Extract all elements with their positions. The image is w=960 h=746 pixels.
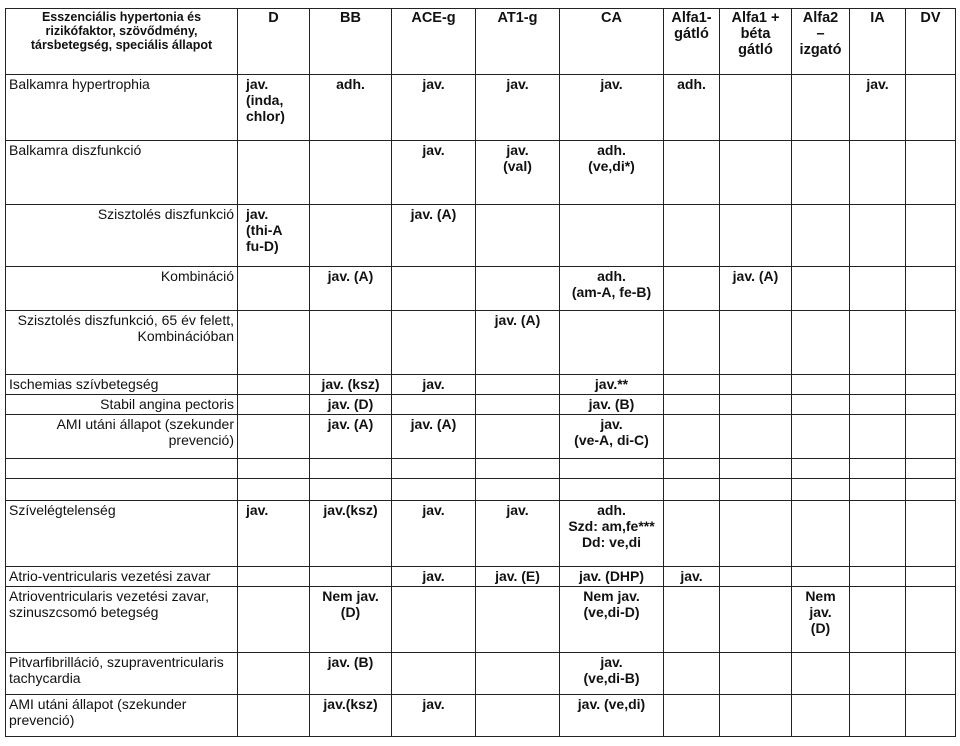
table-cell: jav. (D)	[310, 395, 392, 415]
table-cell: jav. (E)	[476, 567, 560, 587]
column-header: CA	[560, 9, 664, 75]
table-cell	[664, 415, 720, 459]
row-label: Balkamra hypertrophia	[6, 75, 238, 141]
table-cell	[664, 205, 720, 267]
table-cell	[850, 501, 906, 567]
table-cell	[792, 375, 850, 395]
table-cell	[720, 459, 792, 479]
table-cell: jav.	[392, 375, 476, 395]
table-cell	[560, 479, 664, 501]
table-cell	[238, 567, 310, 587]
table-cell: jav.	[850, 75, 906, 141]
column-header: Alfa1- gátló	[664, 9, 720, 75]
table-cell	[850, 141, 906, 205]
table-cell	[906, 375, 956, 395]
hypertension-therapy-table	[5, 8, 956, 737]
table-cell: adh. (am-A, fe-B)	[560, 267, 664, 311]
table-cell	[792, 695, 850, 737]
table-cell	[720, 653, 792, 695]
table-cell	[792, 501, 850, 567]
table-cell	[392, 479, 476, 501]
table-cell	[720, 375, 792, 395]
table-row	[6, 205, 956, 267]
table-cell: adh. (ve,di*)	[560, 141, 664, 205]
table-cell	[720, 501, 792, 567]
table-cell	[238, 695, 310, 737]
table-cell: Nem jav. (D)	[310, 587, 392, 653]
table-cell	[476, 267, 560, 311]
table-cell	[792, 75, 850, 141]
table-cell: jav.(ksz)	[310, 501, 392, 567]
table-cell	[664, 267, 720, 311]
table-cell: jav.	[238, 501, 310, 567]
table-cell: jav. (ve-A, di-C)	[560, 415, 664, 459]
column-header: Alfa1 + béta gátló	[720, 9, 792, 75]
row-label: Szívelégtelenség	[6, 501, 238, 567]
table-cell	[238, 415, 310, 459]
table-cell	[850, 375, 906, 395]
table-row	[6, 501, 956, 567]
table-cell	[238, 479, 310, 501]
row-label: Balkamra diszfunkció	[6, 141, 238, 205]
table-cell	[664, 587, 720, 653]
table-cell	[238, 375, 310, 395]
table-row	[6, 415, 956, 459]
table-row	[6, 653, 956, 695]
table-cell	[906, 459, 956, 479]
table-cell: Nem jav. (ve,di-D)	[560, 587, 664, 653]
table-cell	[720, 141, 792, 205]
table-cell	[392, 311, 476, 375]
table-cell: jav.(ksz)	[310, 695, 392, 737]
table-cell: jav. (DHP)	[560, 567, 664, 587]
table-cell: jav. (thi-A fu-D)	[238, 205, 310, 267]
table-cell	[392, 653, 476, 695]
table-cell	[560, 205, 664, 267]
table-cell	[792, 311, 850, 375]
header-row	[6, 9, 956, 75]
table-cell	[906, 567, 956, 587]
table-cell	[664, 395, 720, 415]
table-row	[6, 75, 956, 141]
table-cell: Nem jav. (D)	[792, 587, 850, 653]
table-cell	[906, 695, 956, 737]
table-row	[6, 459, 956, 479]
table-cell	[906, 587, 956, 653]
table-cell	[850, 567, 906, 587]
table-cell	[310, 479, 392, 501]
table-cell	[664, 501, 720, 567]
table-cell: jav.	[392, 75, 476, 141]
table-cell	[720, 395, 792, 415]
row-label: AMI utáni állapot (szekunder prevenció)	[6, 415, 238, 459]
table-cell: jav. (ksz)	[310, 375, 392, 395]
table-row	[6, 267, 956, 311]
table-cell	[238, 267, 310, 311]
table-cell	[720, 587, 792, 653]
table-cell	[792, 459, 850, 479]
row-label: Kombináció	[6, 267, 238, 311]
column-header: ACE-g	[392, 9, 476, 75]
table-cell	[476, 415, 560, 459]
table-cell	[792, 267, 850, 311]
table-row	[6, 695, 956, 737]
table-cell	[476, 695, 560, 737]
table-cell	[720, 695, 792, 737]
table-cell: jav. (A)	[310, 267, 392, 311]
table-cell	[850, 205, 906, 267]
table-cell: jav.	[392, 141, 476, 205]
table-cell	[720, 311, 792, 375]
table-cell	[238, 141, 310, 205]
table-cell	[664, 311, 720, 375]
table-cell	[850, 395, 906, 415]
table-cell	[850, 267, 906, 311]
table-cell: jav.**	[560, 375, 664, 395]
table-cell	[906, 75, 956, 141]
table-cell	[664, 653, 720, 695]
table-cell	[906, 395, 956, 415]
table-cell	[850, 479, 906, 501]
row-label: AMI utáni állapot (szekunder prevenció)	[6, 695, 238, 737]
table-cell	[720, 75, 792, 141]
table-cell: jav. (A)	[476, 311, 560, 375]
table-cell	[392, 459, 476, 479]
table-cell: adh.	[664, 75, 720, 141]
table-cell	[850, 695, 906, 737]
table-cell	[792, 567, 850, 587]
table-cell	[906, 501, 956, 567]
table-cell	[792, 141, 850, 205]
table-cell	[792, 395, 850, 415]
table-cell	[850, 459, 906, 479]
row-label: Atrio-ventricularis vezetési zavar	[6, 567, 238, 587]
table-cell: jav. (ve,di)	[560, 695, 664, 737]
row-label	[6, 459, 238, 479]
table-cell	[664, 459, 720, 479]
table-cell	[476, 459, 560, 479]
table-cell	[476, 479, 560, 501]
table-cell: jav. (A)	[310, 415, 392, 459]
table-cell	[906, 141, 956, 205]
column-header: IA	[850, 9, 906, 75]
column-header: Alfa2 – izgató	[792, 9, 850, 75]
table-cell	[476, 653, 560, 695]
table-cell	[720, 205, 792, 267]
table-cell	[792, 479, 850, 501]
row-header-cell: Esszenciális hypertonia és rizikófaktor, szövődmény, társbetegség, speciális állapot	[6, 9, 238, 75]
column-header: DV	[906, 9, 956, 75]
table-cell: jav. (ve,di-B)	[560, 653, 664, 695]
table-cell: jav. (B)	[560, 395, 664, 415]
table-cell: jav.	[476, 75, 560, 141]
table-cell: jav.	[476, 501, 560, 567]
table-cell	[560, 459, 664, 479]
table-cell: jav.	[664, 567, 720, 587]
table-row	[6, 567, 956, 587]
table-cell	[850, 415, 906, 459]
table-cell	[664, 141, 720, 205]
table-cell: adh. Szd: am,fe*** Dd: ve,di	[560, 501, 664, 567]
table-cell	[238, 587, 310, 653]
table-cell	[392, 267, 476, 311]
row-label	[6, 479, 238, 501]
table-cell: jav.	[392, 567, 476, 587]
table-cell	[906, 415, 956, 459]
table-cell	[392, 587, 476, 653]
table-cell	[310, 459, 392, 479]
table-cell: jav. (B)	[310, 653, 392, 695]
table-cell	[850, 653, 906, 695]
table-row	[6, 587, 956, 653]
table-cell	[310, 205, 392, 267]
table-row	[6, 311, 956, 375]
table-cell	[720, 479, 792, 501]
table-row	[6, 375, 956, 395]
table-cell	[720, 415, 792, 459]
table-cell	[238, 311, 310, 375]
table-cell: jav.	[392, 695, 476, 737]
table-cell	[238, 653, 310, 695]
column-header: AT1-g	[476, 9, 560, 75]
table-cell	[850, 587, 906, 653]
table-cell	[792, 653, 850, 695]
table-cell: jav. (A)	[392, 205, 476, 267]
table-cell: jav. (A)	[720, 267, 792, 311]
row-label: Atrioventricularis vezetési zavar, szinuszcsomó betegség	[6, 587, 238, 653]
table-cell: jav.	[560, 75, 664, 141]
table-cell: jav. (inda, chlor)	[238, 75, 310, 141]
table-row	[6, 479, 956, 501]
table-cell	[310, 311, 392, 375]
row-label: Szisztolés diszfunkció	[6, 205, 238, 267]
table-cell	[310, 567, 392, 587]
table-row	[6, 395, 956, 415]
column-header: D	[238, 9, 310, 75]
table-cell	[560, 311, 664, 375]
table-cell	[850, 311, 906, 375]
table-cell	[906, 267, 956, 311]
table-cell	[664, 695, 720, 737]
table-cell: adh.	[310, 75, 392, 141]
table-cell	[906, 311, 956, 375]
table-cell: jav. (val)	[476, 141, 560, 205]
table-cell: jav.	[392, 501, 476, 567]
table-cell	[906, 205, 956, 267]
table-cell	[238, 459, 310, 479]
table-cell	[906, 479, 956, 501]
table-cell	[792, 205, 850, 267]
row-label: Pitvarfibrilláció, szupraventricularis tachycardia	[6, 653, 238, 695]
row-label: Szisztolés diszfunkció, 65 év felett, Kombinációban	[6, 311, 238, 375]
table-cell	[238, 395, 310, 415]
table-cell	[476, 205, 560, 267]
table-row	[6, 141, 956, 205]
table-cell	[476, 587, 560, 653]
table-cell	[792, 415, 850, 459]
table-cell	[392, 395, 476, 415]
table-cell	[476, 395, 560, 415]
table-cell	[906, 653, 956, 695]
table-cell	[476, 375, 560, 395]
column-header: BB	[310, 9, 392, 75]
row-label: Stabil angina pectoris	[6, 395, 238, 415]
row-label: Ischemias szívbetegség	[6, 375, 238, 395]
table-cell	[720, 567, 792, 587]
table-cell: jav. (A)	[392, 415, 476, 459]
table-cell	[310, 141, 392, 205]
table-cell	[664, 479, 720, 501]
table-cell	[664, 375, 720, 395]
